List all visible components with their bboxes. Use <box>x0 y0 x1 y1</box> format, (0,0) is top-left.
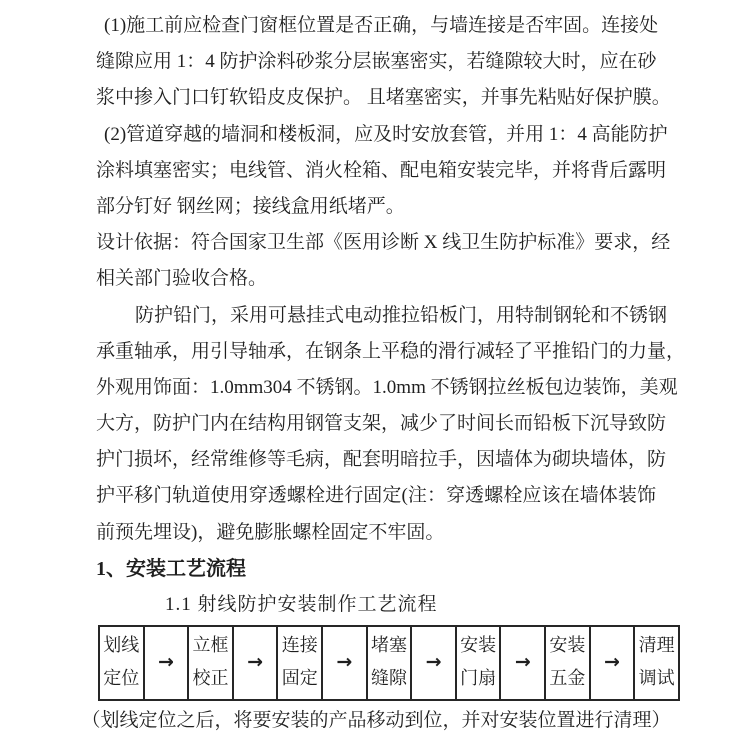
arrow-right-icon: → <box>591 627 636 699</box>
text-line: 外观用饰面：1.0mm304 不锈钢。1.0mm 不锈钢拉丝板包边装饰，美观 <box>96 376 678 398</box>
flow-step-text: 清理 <box>638 635 675 656</box>
flow-step-text: 校正 <box>192 668 229 689</box>
flow-step-text: 定位 <box>103 668 140 689</box>
flow-step-text: 缝隙 <box>370 668 407 689</box>
flow-step-seal-gaps <box>368 627 413 699</box>
flow-step-text: 调试 <box>638 668 675 689</box>
section-heading: 1、安装工艺流程 <box>96 557 246 580</box>
text-line: 大方，防护门内在结构用钢管支架，减少了时间长而铅板下沉导致防 <box>96 413 667 435</box>
arrow-right-icon: → <box>323 627 368 699</box>
flow-step-text: 堵塞 <box>370 635 407 656</box>
flow-step-connect-fix <box>278 627 323 699</box>
text-line: 设计依据：符合国家卫生部《医用诊断 X 线卫生防护标准》要求，经 <box>96 232 671 254</box>
arrow-right-icon: → <box>145 627 190 699</box>
arrow-right-icon: → <box>234 627 279 699</box>
flow-step-mark-position <box>100 627 145 699</box>
flow-step-clean-debug <box>635 627 678 699</box>
text-line: 涂料填塞密实；电线管、消火栓箱、配电箱安装完毕，并将背后露明 <box>96 159 667 181</box>
flow-step-text: 固定 <box>281 668 318 689</box>
flow-step-text: 立框 <box>192 635 229 656</box>
text-line: 护平移门轨道使用穿透螺栓进行固定(注：穿透螺栓应该在墙体装饰 <box>96 485 656 507</box>
flow-step-text: 安装 <box>549 635 586 656</box>
flow-table <box>98 625 680 701</box>
text-line: 相关部门验收合格。 <box>96 268 268 290</box>
text-line: 前预先埋设)，避免膨胀螺栓固定不牢固。 <box>96 521 445 543</box>
flow-step-frame-align <box>189 627 234 699</box>
text-line: 防护铅门，采用可悬挂式电动推拉铅板门，用特制钢轮和不锈钢 <box>135 304 668 326</box>
text-line: 浆中掺入门口钉软铅皮皮保护。 且堵塞密实，并事先粘贴好保护膜。 <box>96 87 671 109</box>
flow-step-text: 连接 <box>281 635 318 656</box>
text-line: 承重轴承，用引导轴承，在钢条上平稳的滑行减轻了平推铅门的力量， <box>96 340 686 362</box>
flow-step-text: 划线 <box>103 635 140 656</box>
flow-step-install-leaf <box>457 627 502 699</box>
flow-step-install-hardware <box>546 627 591 699</box>
text-line: 缝隙应用 1：4 防护涂料砂浆分层嵌塞密实，若缝隙较大时，应在砂 <box>96 51 657 73</box>
arrow-right-icon: → <box>412 627 457 699</box>
arrow-right-icon: → <box>501 627 546 699</box>
text-line: 护门损坏，经常维修等毛病，配套明暗拉手，因墙体为砌块墙体，防 <box>96 449 667 471</box>
flow-step-text: 门扇 <box>460 668 497 689</box>
text-line: (1)施工前应检查门窗框位置是否正确，与墙连接是否牢固。连接处 <box>104 15 659 36</box>
flow-step-text: 五金 <box>549 668 586 689</box>
sub-heading: 1.1 射线防护安装制作工艺流程 <box>165 594 438 615</box>
flow-caption: （划线定位之后，将要安装的产品移动到位，并对安装位置进行清理） <box>81 710 671 732</box>
flow-step-text: 安装 <box>460 635 497 656</box>
text-line: 部分钉好 钢丝网；接线盒用纸堵严。 <box>96 195 405 217</box>
text-line: (2)管道穿越的墙洞和楼板洞，应及时安放套管，并用 1：4 高能防护 <box>104 123 668 145</box>
body-text <box>96 8 686 551</box>
